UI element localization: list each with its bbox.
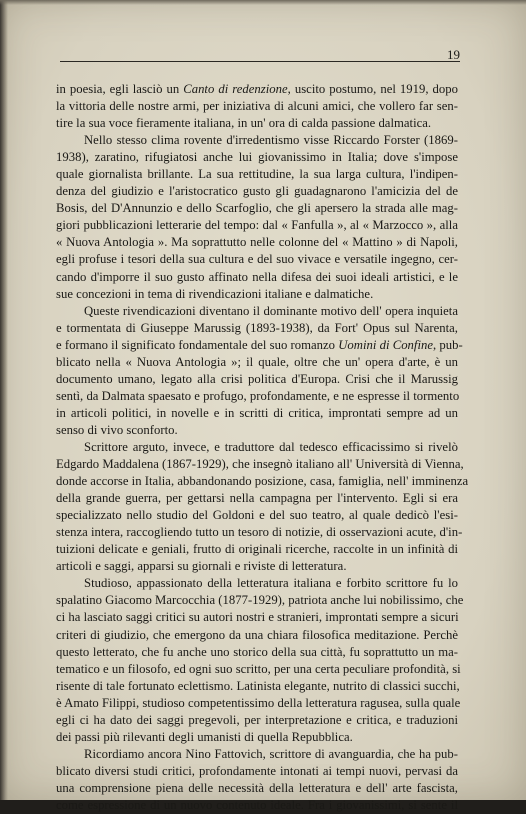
text-line [56,115,458,132]
text-run: e formano il significato fondamentale del suo romanzo [56,337,339,352]
text-run: articoli e saggi, apparsi su giornali e riviste di letteratura. [56,559,347,574]
text-line [56,388,458,405]
text-run: quale giornalista brillante. La sua rettitudine, la sua larga cultura, l'indipen- [56,167,458,182]
text-line [56,473,469,490]
text-line [56,558,458,575]
text-run: Ricordiamo ancora Nino Fattovich, scrittore di avanguardia, che ha pub- [84,746,458,761]
italic-title: Canto di redenzione [183,82,288,96]
text-line [56,405,458,422]
text-line [56,712,458,729]
text-run: documento umano, legato alla crisi politica d'Europa. Crisi che il Marussig [56,371,458,386]
text-run: specializzato nello studio del Goldoni e del suo teatro, al quale dedicò l'esi- [56,508,458,523]
text-run: blicato diversi studi critici, profondamente intonati ai tempi nuovi, pervasi da [56,763,458,778]
text-run: sue concezioni in tema di rivendicazioni italiane e dalmatiche. [56,286,374,301]
text-line [56,763,458,780]
text-run: Queste rivendicazioni diventano il dominante motivo dell' opera inquieta [84,303,458,318]
text-line [56,303,458,320]
text-run: della grande guerra, per gettarsi nella campagna per l'intervento. Egli si era [56,491,458,506]
paragraph [56,81,458,132]
text-line [56,166,458,183]
text-run: Nello stesso clima rovente d'irredentismo visse Riccardo Forster (1869- [84,133,458,148]
running-head [60,43,460,63]
text-line [56,371,458,388]
text-run: senso di vivo sconforto. [56,422,178,437]
text-run: dei passi più rilevanti degli umanisti di quella Repubblica. [56,729,353,744]
text-run: donde accorse in Italia, abbandonando posizione, casa, famiglia, nell' imminenza [56,474,469,489]
text-run: giori pubblicazioni letterarie del tempo: dal « Fanfulla », al « Marzocco », alla [56,218,458,233]
text-line [56,609,458,626]
paragraph [56,303,463,439]
text-line [56,98,458,115]
text-run: Bosis, del D'Annunzio e dello Scarfoglio, che gli apersero la strada alle mag- [56,201,458,216]
text-run: egli profuse i tesori della sua cultura e del suo vivace e versatile ingegno, cer- [56,252,458,267]
page-gutter-shadow [0,0,8,800]
italic-title: Uomini di Confine [338,337,434,352]
text-line [56,490,458,507]
text-run: blicato nella « Nuova Antologia »; il quale, oltre che un' opera d'arte, è un [56,354,458,369]
text-run: sentì, da Dalmata spaesato e profugo, profondamente, e ne espresse il tormento [56,388,460,403]
text-line [56,678,458,695]
text-line [56,592,464,609]
text-run: spalatino Giacomo Marcocchia (1877-1929), patriota anche lui nobilissimo, che [56,593,464,608]
text-run: criteri di giudizio, che emergono da una chiara filosofica meditazione. Perchè [56,627,458,642]
text-line [56,507,458,524]
text-line [56,729,458,746]
text-line [56,200,458,217]
text-run: « Nuova Antologia ». Ma soprattutto nelle colonne del « Mattino » di Napoli, [56,235,458,250]
text-run: in poesia, egli lasciò un [56,82,184,96]
text-run: in articoli politici, in novelle e in scritti di critica, improntati sempre ad un [56,405,458,420]
text-run: tematico e un filosofo, ed ogni suo scritto, per una certa peculiare profondità, si [56,661,461,676]
text-run: , pub- [433,337,463,352]
text-run: ci ha lasciato saggi critici su autori nostri e stranieri, improntati sempre a sicuri [56,610,459,625]
text-run: risente di tale fortunato eclettismo. Latinista elegante, nutrito di classici succhi, [56,678,460,693]
text-line [56,286,458,303]
text-line [56,524,463,541]
text-line [56,320,458,337]
text-line [56,627,458,644]
text-line [56,251,458,268]
text-run: la vittoria delle nostre armi, per iniziativa di alcuni amici, che vollero far sen- [56,99,458,114]
text-line [56,439,458,456]
text-line [56,149,458,166]
text-run: una comprensione piena delle necessità della letteratura e dell' arte fascista, [56,780,458,795]
text-line [56,132,458,149]
text-line [56,575,458,592]
text-run: denza del giudizio e l'aristocratico gusto gli guadagnarono l'amicizia del de [56,184,458,199]
text-line [56,746,458,763]
text-run: cando d'imporre il suo gusto affinato nella difesa dei suoi ideali artistici, e le [56,269,458,284]
paragraph [56,746,458,814]
paragraph [56,575,464,745]
text-line [56,183,458,200]
text-run: Studioso, appassionato della letteratura italiana e forbito scrittore fu lo [84,576,458,591]
text-line [56,81,458,98]
text-run: come espressione di un nuovo contenuto ideale. Fra i giovanissimi, si sente il [56,797,458,812]
text-line [56,541,458,558]
text-run: 1938), zaratino, rifugiatosi anche lui giovanissimo in Italia; dove s'impose [56,150,458,165]
text-line [56,456,464,473]
text-run: tuizioni delicate e geniali, frutto di originali ricerche, raccolte in un infinità di [56,542,458,557]
page-number: 19 [447,47,460,62]
text-run: Scrittore arguto, invece, e traduttore dal tedesco efficacissimo si rivelò [84,439,458,454]
text-run: e tormentata di Giuseppe Marussig (1893-1938), da Fort' Opus sul Narenta, [56,320,458,335]
text-line [56,661,461,678]
paragraph [56,439,469,575]
text-line [56,644,458,661]
header-rule [60,61,460,62]
text-line [56,217,458,234]
text-run: questo letterato, che fu anche uno storico della sua città, fu soprattutto un ma- [56,644,458,659]
text-run: Edgardo Maddalena (1867-1929), che insegnò italiano all' Università di Vienna, [56,457,464,472]
paragraph [56,132,458,302]
text-run: tire la sua voce fieramente italiana, in un' ora di calda passione dalmatica. [56,116,432,131]
text-run: , uscito postumo, nel 1919, dopo [287,82,459,96]
text-line [56,422,458,439]
text-line [56,354,458,371]
text-line [56,234,458,251]
text-run: è Amato Filippi, studioso competentissimo della letteratura ragusea, sulla quale [56,695,461,710]
text-line [56,695,461,712]
body-text [56,81,469,814]
page-top-shadow [0,0,526,5]
text-run: egli ci ha dato dei saggi pregevoli, per interpretazione e critica, e traduzioni [56,712,458,727]
text-run: stenza intera, raccogliendo tutto un tesoro di notizie, di osservazioni acute, d'in- [56,525,463,540]
text-line [56,269,458,286]
text-line [56,337,463,354]
text-line [56,780,458,797]
